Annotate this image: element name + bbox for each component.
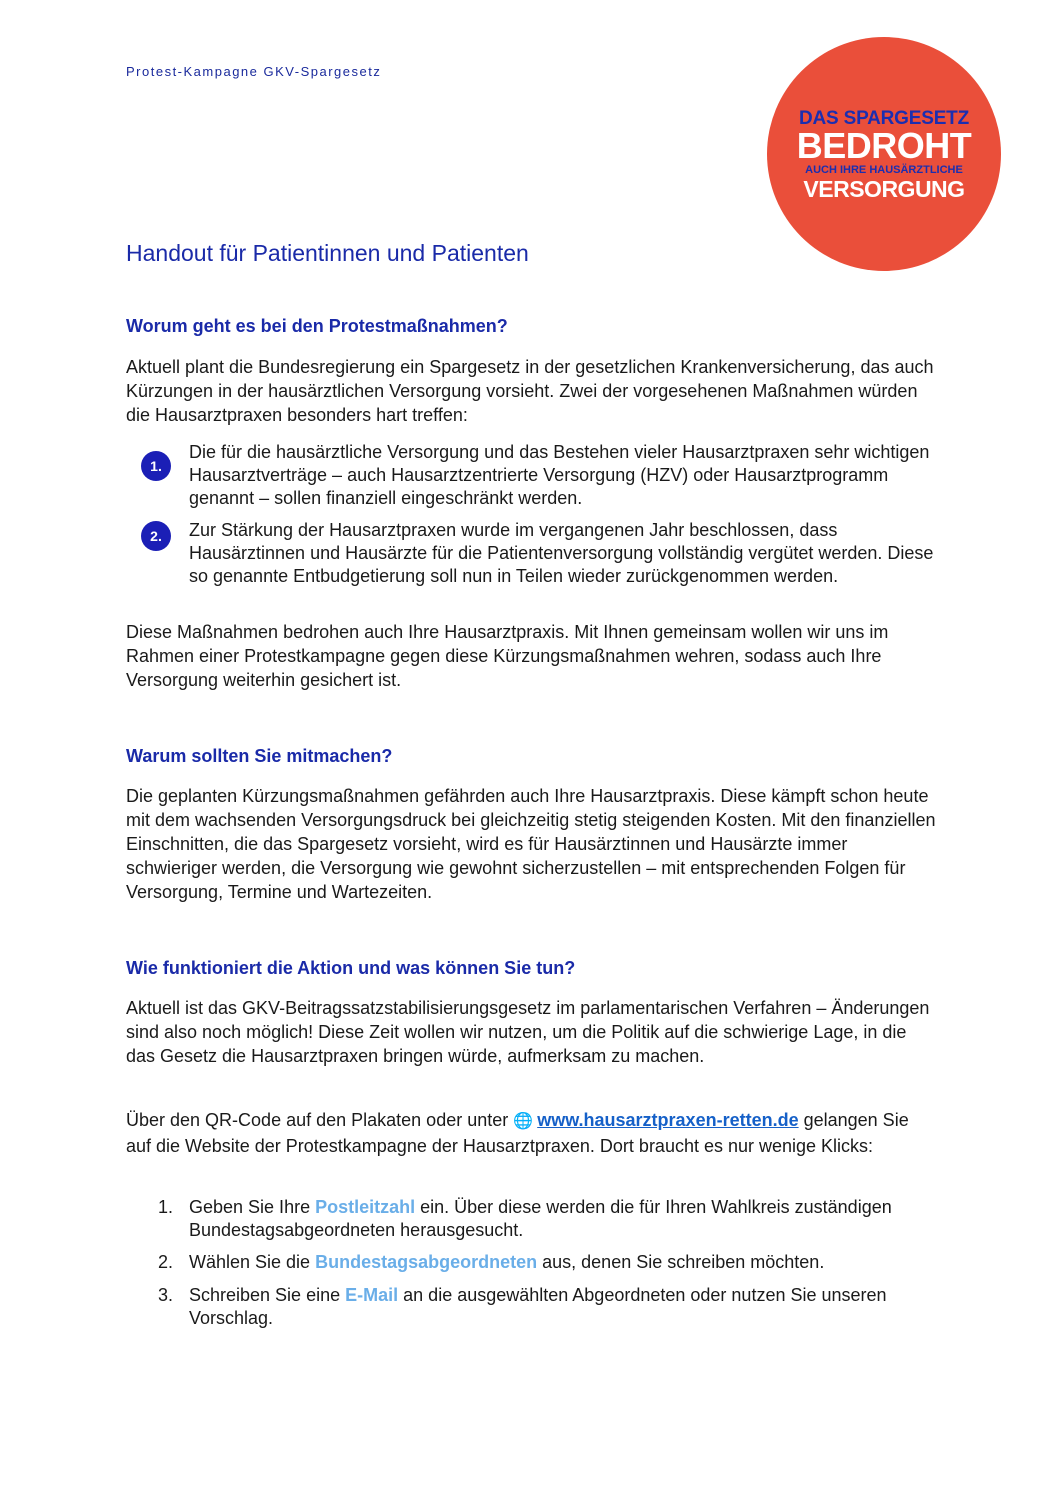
step-text-post: aus, denen Sie schreiben möchten. <box>542 1252 825 1272</box>
globe-icon: 🌐 <box>513 1113 534 1130</box>
item-text: Zur Stärkung der Hausarztpraxen wurde im vergangenen Jahr beschlossen, dass Hausärztinnen und Hausärzte für die Patientenversorgung vollständig vergütet werden. Diese so genannte Entbudgetierung soll nun in Teilen wieder zurückgenommen werden. <box>189 520 934 586</box>
number-badge: 1. <box>141 451 171 481</box>
step-text-pre: Wählen Sie die <box>189 1252 311 1272</box>
badge-line-2: BEDROHT <box>796 125 972 166</box>
step-text-pre: Geben Sie Ihre <box>189 1197 311 1217</box>
item-text: Die für die hausärztliche Versorgung und das Bestehen vieler Hausarztpraxen sehr wichtigen Hausarztverträge – auch Hausarztzentrierte Versorgung (HZV) oder Hausarztprogramm genannt – sollen finanziell eingeschränkt werden. <box>189 442 930 508</box>
step-number: 2. <box>158 1252 174 1272</box>
step-number: 3. <box>158 1285 174 1305</box>
campaign-website-link[interactable]: www.hausarztpraxen-retten.de <box>537 1110 799 1130</box>
step-text-post: an die ausgewählten Abgeordneten oder nutzen Sie unseren Vorschlag. <box>189 1285 887 1328</box>
badge-line-1: DAS SPARGESETZ <box>799 108 969 129</box>
body-2-post: gelangen Sie auf die Website der Protestkampagne der Hausarztpraxen. Dort braucht es nur wenige Klicks: <box>126 1110 909 1156</box>
step-text <box>189 1196 949 1242</box>
step-highlight: Bundestagsabgeordneten <box>315 1252 538 1272</box>
step-text <box>189 1251 949 1274</box>
number-badge: 2. <box>141 521 171 551</box>
campaign-header: Protest-Kampagne GKV-Spargesetz <box>126 64 382 79</box>
page-title: Handout für Patientinnen und Patienten <box>126 240 529 266</box>
section-1-intro: Aktuell plant die Bundesregierung ein Spargesetz in der gesetzlichen Krankenversicherung, das auch Kürzungen in der hausärztlichen Versorgung vorsieht. Zwei der vorgesehenen Maßnahmen würden die Hausarztpraxen besonders hart treffen: <box>126 357 934 425</box>
step-text-pre: Schreiben Sie eine <box>189 1285 341 1305</box>
section-3-body-1: Aktuell ist das GKV-Beitragssatzstabilisierungsgesetz im parlamentarischen Verfahren – Änderungen sind also noch möglich! Diese Zeit wollen wir nutzen, um die Politik auf die schwierige Lage, in die das Gesetz die Hausarztpraxen bringen würde, aufmerksam zu machen. <box>126 998 930 1066</box>
step-number: 1. <box>158 1197 174 1217</box>
section-3-heading: Wie funktioniert die Aktion und was können Sie tun? <box>126 958 576 978</box>
badge-line-4: VERSORGUNG <box>803 176 965 202</box>
section-3-body-2 <box>126 1108 938 1158</box>
step-highlight: E-Mail <box>345 1285 399 1305</box>
step-text-post: ein. Über diese werden die für Ihren Wahlkreis zuständigen Bundestagsabgeordneten herausgesucht. <box>189 1197 892 1240</box>
section-1-heading: Worum geht es bei den Protestmaßnahmen? <box>126 316 508 336</box>
section-2-heading: Warum sollten Sie mitmachen? <box>126 746 393 766</box>
step-text <box>189 1284 949 1330</box>
section-1-outro: Diese Maßnahmen bedrohen auch Ihre Hausarztpraxis. Mit Ihnen gemeinsam wollen wir uns im Rahmen einer Protestkampagne gegen diese Kürzungsmaßnahmen wehren, sodass auch Ihre Versorgung weiterhin gesichert ist. <box>126 622 889 690</box>
campaign-badge <box>767 37 1001 271</box>
step-highlight: Postleitzahl <box>315 1197 416 1217</box>
badge-line-3: AUCH IHRE HAUSÄRZTLICHE <box>805 164 963 176</box>
body-2-pre: Über den QR-Code auf den Plakaten oder unter <box>126 1110 509 1130</box>
section-2-body: Die geplanten Kürzungsmaßnahmen gefährden auch Ihre Hausarztpraxis. Diese kämpft schon heute mit dem wachsenden Versorgungsdruck bei gleichzeitig stetig steigenden Kosten. Mit den finanziellen Einschnitten, die das Spargesetz vorsieht, wird es für Hausärztinnen und Hausärzte immer schwieriger werden, die Versorgung wie gewohnt sicherzustellen – mit entsprechenden Folgen für Versorgung, Termine und Wartezeiten. <box>126 786 936 902</box>
